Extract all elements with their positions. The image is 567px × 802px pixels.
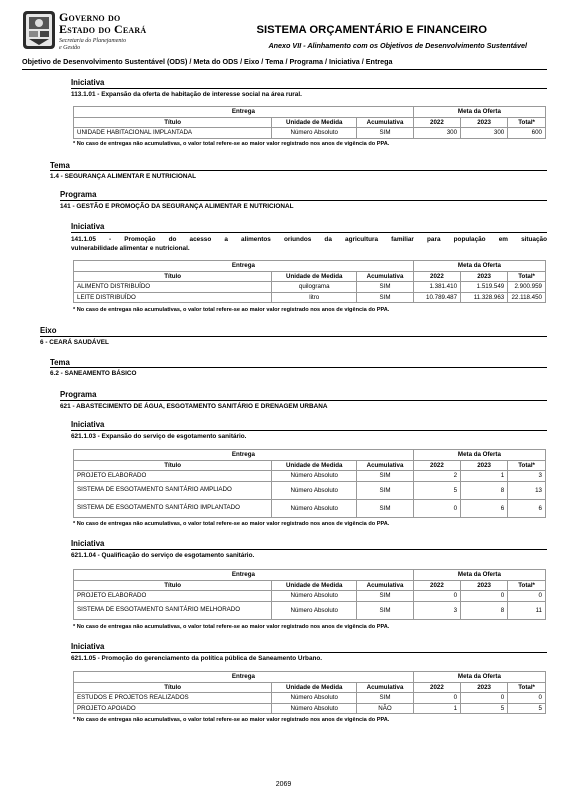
meta-group-header: Meta da Oferta	[413, 261, 545, 272]
cell-unidade: Número Absoluto	[272, 703, 357, 714]
col-acumulativa-header: Acumulativa	[357, 271, 414, 282]
cell-titulo: SISTEMA DE ESGOTAMENTO SANITÁRIO AMPLIADO	[74, 481, 272, 499]
table-note: * No caso de entregas não acumulativas, o valor total refere-se ao maior valor registrado nos anos de vigência do PPA.	[73, 624, 390, 630]
cell-2023: 8	[461, 601, 508, 619]
cell-2023: 1.519.549	[461, 282, 508, 293]
logo-text	[59, 11, 146, 35]
iniciativa-label: Iniciativa	[71, 642, 105, 651]
cell-acumulativa: SIM	[357, 499, 414, 517]
iniciativa-name-line2: vulnerabilidade alimentar e nutricional.	[71, 245, 190, 252]
cell-titulo: ESTUDOS E PROJETOS REALIZADOS	[74, 693, 272, 704]
hierarchy-bar: Objetivo de Desenvolvimento Sustentável (ODS) / Meta do ODS / Eixo / Tema / Programa / Iniciativa / Entrega	[22, 57, 547, 70]
col-total-header: Total*	[508, 682, 546, 693]
tema-label: Tema	[50, 358, 70, 367]
cell-acumulativa: NÃO	[357, 703, 414, 714]
entregas-table	[73, 671, 546, 714]
logo-secretaria	[59, 38, 126, 51]
col-acumulativa-header: Acumulativa	[357, 682, 414, 693]
cell-acumulativa: SIM	[357, 601, 414, 619]
ceara-logo	[22, 10, 162, 52]
cell-2022: 300	[413, 128, 460, 139]
cell-total: 600	[508, 128, 546, 139]
cell-2023: 0	[461, 693, 508, 704]
cell-total: 0	[508, 693, 546, 704]
col-2022-header: 2022	[413, 460, 460, 471]
meta-group-header: Meta da Oferta	[413, 672, 545, 683]
logo-line1: Governo do	[59, 10, 121, 24]
logo-line2: Estado do Ceará	[59, 22, 147, 36]
cell-2023: 8	[461, 481, 508, 499]
cell-titulo: SISTEMA DE ESGOTAMENTO SANITÁRIO MELHORADO	[74, 601, 272, 619]
cell-total: 0	[508, 591, 546, 602]
col-total-header: Total*	[508, 460, 546, 471]
programa-name: 621 - ABASTECIMENTO DE ÁGUA, ESGOTAMENTO SANITÁRIO E DRENAGEM URBANA	[60, 400, 547, 410]
col-titulo-header: Título	[74, 580, 272, 591]
col-titulo-header: Título	[74, 460, 272, 471]
col-2023-header: 2023	[461, 682, 508, 693]
eixo-name: 6 - CEARÁ SAUDÁVEL	[40, 336, 547, 346]
tema-name: 6.2 - SANEAMENTO BÁSICO	[50, 367, 547, 377]
cell-unidade: Número Absoluto	[272, 481, 357, 499]
cell-2022: 1.381.410	[413, 282, 460, 293]
entrega-group-header: Entrega	[74, 672, 414, 683]
page-number: 2069	[275, 781, 292, 788]
col-total-header: Total*	[508, 117, 546, 128]
cell-total: 6	[508, 499, 546, 517]
iniciativa-label: Iniciativa	[71, 222, 105, 231]
cell-titulo: PROJETO ELABORADO	[74, 591, 272, 602]
entrega-group-header: Entrega	[74, 261, 414, 272]
cell-2023: 300	[461, 128, 508, 139]
col-titulo-header: Título	[74, 117, 272, 128]
ceara-seal-icon	[22, 10, 56, 50]
cell-titulo: SISTEMA DE ESGOTAMENTO SANITÁRIO IMPLANTADO	[74, 499, 272, 517]
col-2022-header: 2022	[413, 580, 460, 591]
col-2023-header: 2023	[461, 580, 508, 591]
cell-2022: 5	[413, 481, 460, 499]
cell-unidade: Número Absoluto	[272, 499, 357, 517]
table-row	[74, 693, 546, 704]
cell-2022: 0	[413, 499, 460, 517]
col-titulo-header: Título	[74, 682, 272, 693]
entrega-group-header: Entrega	[74, 450, 414, 461]
col-acumulativa-header: Acumulativa	[357, 460, 414, 471]
page-header	[22, 10, 547, 52]
cell-total: 13	[508, 481, 546, 499]
col-2022-header: 2022	[413, 271, 460, 282]
cell-total: 5	[508, 703, 546, 714]
col-unidade-header: Unidade de Medida	[272, 117, 357, 128]
cell-acumulativa: SIM	[357, 292, 414, 303]
cell-2023: 1	[461, 471, 508, 482]
tema-label: Tema	[50, 161, 70, 170]
cell-2023: 6	[461, 499, 508, 517]
iniciativa-name: 113.1.01 - Expansão da oferta de habitação de interesse social na área rural.	[71, 88, 547, 98]
col-unidade-header: Unidade de Medida	[272, 271, 357, 282]
entregas-table	[73, 106, 546, 139]
iniciativa-name: 621.1.03 - Expansão do serviço de esgotamento sanitário.	[71, 430, 547, 440]
table-row	[74, 128, 546, 139]
col-unidade-header: Unidade de Medida	[272, 682, 357, 693]
col-titulo-header: Título	[74, 271, 272, 282]
cell-2022: 10.789.487	[413, 292, 460, 303]
programa-name: 141 - GESTÃO E PROMOÇÃO DA SEGURANÇA ALIMENTAR E NUTRICIONAL	[60, 200, 547, 210]
iniciativa-name-line1: 141.1.05 - Promoção do acesso a alimentos oriundos da agricultura familiar para população em situação	[71, 236, 547, 243]
col-unidade-header: Unidade de Medida	[272, 580, 357, 591]
programa-label: Programa	[60, 390, 97, 399]
cell-2022: 1	[413, 703, 460, 714]
entrega-group-header: Entrega	[74, 570, 414, 581]
col-2022-header: 2022	[413, 117, 460, 128]
cell-2023: 0	[461, 591, 508, 602]
table-note: * No caso de entregas não acumulativas, o valor total refere-se ao maior valor registrado nos anos de vigência do PPA.	[73, 141, 390, 147]
cell-2023: 11.328.963	[461, 292, 508, 303]
cell-unidade: quilograma	[272, 282, 357, 293]
col-acumulativa-header: Acumulativa	[357, 117, 414, 128]
table-row	[74, 471, 546, 482]
cell-unidade: Número Absoluto	[272, 601, 357, 619]
iniciativa-label: Iniciativa	[71, 78, 105, 87]
cell-acumulativa: SIM	[357, 693, 414, 704]
col-unidade-header: Unidade de Medida	[272, 460, 357, 471]
col-2023-header: 2023	[461, 460, 508, 471]
table-row	[74, 591, 546, 602]
meta-group-header: Meta da Oferta	[413, 107, 545, 118]
eixo-label: Eixo	[40, 326, 57, 335]
cell-unidade: Número Absoluto	[272, 693, 357, 704]
cell-2022: 0	[413, 693, 460, 704]
col-2023-header: 2023	[461, 117, 508, 128]
cell-titulo: ALIMENTO DISTRIBUÍDO	[74, 282, 272, 293]
system-title: SISTEMA ORÇAMENTÁRIO E FINANCEIRO	[256, 24, 487, 36]
iniciativa-label: Iniciativa	[71, 420, 105, 429]
cell-unidade: Número Absoluto	[272, 128, 357, 139]
col-total-header: Total*	[508, 580, 546, 591]
cell-unidade: Número Absoluto	[272, 591, 357, 602]
cell-2023: 5	[461, 703, 508, 714]
meta-group-header: Meta da Oferta	[413, 450, 545, 461]
cell-2022: 3	[413, 601, 460, 619]
table-note: * No caso de entregas não acumulativas, o valor total refere-se ao maior valor registrado nos anos de vigência do PPA.	[73, 521, 390, 527]
cell-total: 3	[508, 471, 546, 482]
cell-acumulativa: SIM	[357, 128, 414, 139]
cell-total: 2.900.959	[508, 282, 546, 293]
cell-total: 11	[508, 601, 546, 619]
table-note: * No caso de entregas não acumulativas, o valor total refere-se ao maior valor registrado nos anos de vigência do PPA.	[73, 307, 390, 313]
table-row	[74, 601, 546, 619]
cell-titulo: PROJETO ELABORADO	[74, 471, 272, 482]
col-acumulativa-header: Acumulativa	[357, 580, 414, 591]
col-2023-header: 2023	[461, 271, 508, 282]
cell-acumulativa: SIM	[357, 282, 414, 293]
iniciativa-name: 621.1.04 - Qualificação do serviço de esgotamento sanitário.	[71, 549, 547, 559]
table-row	[74, 282, 546, 293]
table-note: * No caso de entregas não acumulativas, o valor total refere-se ao maior valor registrado nos anos de vigência do PPA.	[73, 717, 390, 723]
cell-2022: 0	[413, 591, 460, 602]
entrega-group-header: Entrega	[74, 107, 414, 118]
cell-acumulativa: SIM	[357, 471, 414, 482]
cell-acumulativa: SIM	[357, 481, 414, 499]
table-row	[74, 703, 546, 714]
programa-label: Programa	[60, 190, 97, 199]
cell-total: 22.118.450	[508, 292, 546, 303]
col-total-header: Total*	[508, 271, 546, 282]
table-row	[74, 499, 546, 517]
entregas-table	[73, 569, 546, 620]
cell-titulo: PROJETO APOIADO	[74, 703, 272, 714]
cell-unidade: litro	[272, 292, 357, 303]
logo-sec-line2: e Gestão	[59, 44, 81, 51]
iniciativa-name	[71, 232, 547, 253]
cell-acumulativa: SIM	[357, 591, 414, 602]
tema-name: 1.4 - SEGURANÇA ALIMENTAR E NUTRICIONAL	[50, 170, 547, 180]
logo-sec-line1: Secretaria do Planejamento	[59, 38, 127, 44]
system-subtitle: Anexo VII - Alinhamento com os Objetivos de Desenvolvimento Sustentável	[268, 41, 527, 50]
iniciativa-label: Iniciativa	[71, 539, 105, 548]
cell-titulo: LEITE DISTRIBUÍDO	[74, 292, 272, 303]
table-row	[74, 481, 546, 499]
entregas-table	[73, 260, 546, 303]
iniciativa-name: 621.1.05 - Promoção do gerenciamento da política pública de Saneamento Urbano.	[71, 652, 547, 662]
table-row	[74, 292, 546, 303]
meta-group-header: Meta da Oferta	[413, 570, 545, 581]
col-2022-header: 2022	[413, 682, 460, 693]
cell-titulo: UNIDADE HABITACIONAL IMPLANTADA	[74, 128, 272, 139]
entregas-table	[73, 449, 546, 518]
cell-unidade: Número Absoluto	[272, 471, 357, 482]
cell-2022: 2	[413, 471, 460, 482]
